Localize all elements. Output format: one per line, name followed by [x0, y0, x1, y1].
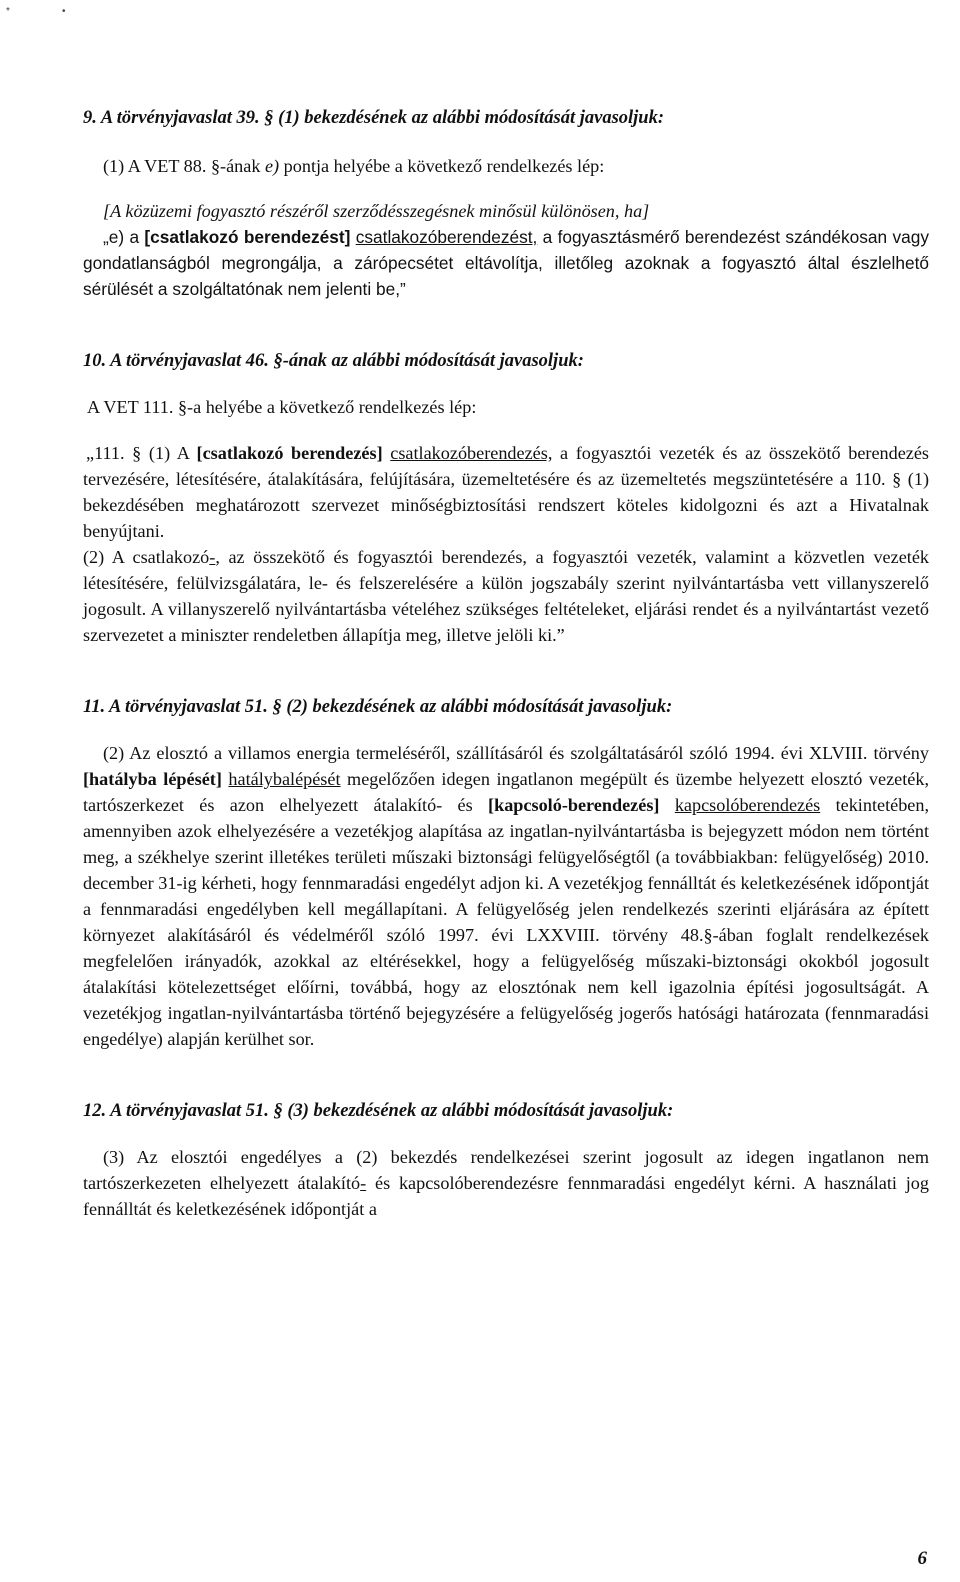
page-number: 6 — [917, 1548, 927, 1569]
section-9-heading: 9. A törvényjavaslat 39. § (1) bekezdésének az alábbi módosítását javasoljuk: — [83, 108, 665, 128]
section-10-intro: A VET 111. §-a helyébe a következő rendelkezés lép: — [87, 397, 477, 417]
document-body — [83, 105, 929, 1222]
section-10-paragraph-2: (2) A csatlakozó-, az összekötő és fogyasztói berendezés, a fogyasztói vezeték, valamint a közvetlen vezeték létesítésére, felülvizsgálatára, le- és felszerelésére a külön jogszabály szerint nyilvántartásba vett villanyszerelő jogosult. A villanyszerelő nyilvántartásba vételéhez szükséges feltételeket, eljárási rendet és a nyilvántartást vezető szervezetet a miniszter rendeletben állapítja meg, illetve jelöli ki.” — [83, 547, 929, 645]
deleted-text: [csatlakozó berendezést] — [144, 227, 351, 247]
section-9-context: [A közüzemi fogyasztó részéről szerződésszegésnek minősül különösen, ha] — [103, 201, 650, 221]
section-9-amendment: „e) a [csatlakozó berendezést] csatlakozóberendezést, a fogyasztásmérő berendezést szándékosan vagy gondatlanságból megrongálja, a zárópecsétet eltávolítja, illetőleg azoknak a fogyasztó által észlelhető sérülését a szolgáltatónak nem jelenti be,” — [83, 227, 929, 299]
deleted-text: [kapcsoló-berendezés] — [488, 795, 660, 815]
section-10-heading: 10. A törvényjavaslat 46. §-ának az alábbi módosítását javasoljuk: — [83, 351, 584, 371]
section-10-paragraph-1: „111. § (1) A [csatlakozó berendezés] csatlakozóberendezés, a fogyasztói vezeték és az összekötő berendezés tervezésére, létesítésére, átalakítására, felújítására, üzemeltetésére és az üzemeltetés megszüntetésére a 110. § (1) bekezdésében meghatározott szervezet minőségbiztosítási rendszert köteles kidolgozni és azt a Hivatalnak benyújtani. — [83, 443, 929, 541]
section-12-paragraph: (3) Az elosztói engedélyes a (2) bekezdés rendelkezései szerint jogosult az idegen ingatlanon nem tartószerkezeten elhelyezett átalakító- és kapcsolóberendezésre fennmaradási engedélyt kérni. A használati jog fennálltát és keletkezésének időpontját a — [83, 1147, 929, 1219]
section-12-heading: 12. A törvényjavaslat 51. § (3) bekezdésének az alábbi módosítását javasoljuk: — [83, 1101, 674, 1121]
inserted-text: - — [209, 547, 216, 567]
inserted-text: hatálybalépését — [228, 769, 341, 789]
inserted-text: - — [360, 1173, 367, 1193]
deleted-text: [hatályba lépését] — [83, 769, 222, 789]
inserted-text: csatlakozóberendezést, — [355, 227, 538, 247]
section-11-heading: 11. A törvényjavaslat 51. § (2) bekezdésének az alábbi módosítását javasoljuk: — [83, 697, 673, 717]
corner-dot: • — [62, 6, 66, 17]
corner-mark: * — [6, 6, 10, 17]
deleted-text: [csatlakozó berendezés] — [196, 443, 383, 463]
section-9-intro: (1) A VET 88. §-ának e) pontja helyébe a következő rendelkezés lép: — [103, 156, 605, 176]
section-11-paragraph: (2) Az elosztó a villamos energia termeléséről, szállításáról és szolgáltatásáról szóló 1994. évi XLVIII. törvény [hatályba lépését] hatálybalépését megelőzően idegen ingatlanon megépült és üzembe helyezett elosztó vezeték, tartószerkezet és azon elhelyezett átalakító- és [kapcsoló-berendezés] kapcsolóberendezés tekintetében, amennyiben azok elhelyezésére a vezetékjog alapítása az ingatlan-nyilvántartásba is bejegyzett módon nem történt meg, a székhelye szerint illetékes területi műszaki biztonsági felügyelőségtől (a továbbiakban: felügyelőség) 2010. december 31-ig kérheti, hogy fennmaradási engedélyt adjon ki. A vezetékjog fennálltát és keletkezésének időpontját a fennmaradási engedélyben kell megállapítani. A felügyelőség jelen rendelkezés szerinti eljárására az épített környezet alakításáról és védelméről szóló 1997. évi LXXVIII. törvény 48.§-ában foglalt rendelkezések megfelelően irányadók, azokkal az eltérésekkel, hogy a felügyelőség műszaki-biztonsági okokból jogosult átalakítási kötelezettséget előírni, továbbá, hogy az elosztónak nem kell igazolnia építési jogosultságát. A vezetékjog ingatlan-nyilvántartásba történő bejegyzésére a felügyelőség jogerős hatósági határozata (fennmaradási engedélye) alapján kerülhet sor. — [83, 743, 930, 1049]
inserted-text: kapcsolóberendezés — [674, 795, 821, 815]
inserted-text: csatlakozóberendezés, — [390, 443, 553, 463]
